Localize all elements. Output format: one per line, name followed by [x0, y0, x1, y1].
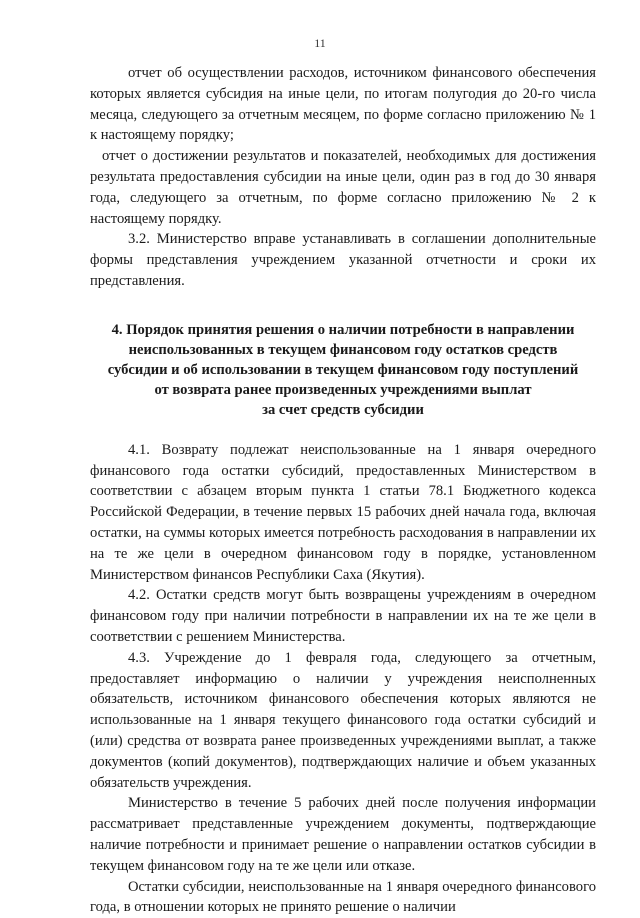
paragraph-remaining-subsidy: Остатки субсидии, неиспользованные на 1 января очередного финансового года, в отношении которых не принято решение о наличии [90, 877, 596, 918]
section-heading-line: от возврата ранее произведенных учреждениями выплат [90, 380, 596, 400]
section-heading-line: за счет средств субсидии [90, 400, 596, 420]
section-heading-line: неиспользованных в текущем финансовом году остатков средств [90, 340, 596, 360]
paragraph-4-2: 4.2. Остатки средств могут быть возвращены учреждениям в очередном финансовом году при наличии потребности в направлении их на те же цели в соответствии с решением Министерства. [90, 585, 596, 647]
paragraph-report-results: отчет о достижении результатов и показателей, необходимых для достижения результата предоставления субсидии на иные цели, один раз в год до 30 января года, следующего за отчетным, по форме согласно приложению № 2 к настоящему порядку. [90, 146, 596, 229]
paragraph-4-3: 4.3. Учреждение до 1 февраля года, следующего за отчетным, предоставляет информацию о наличии у учреждения неисполненных обязательств, источником финансового обеспечения которых являются не использованные на 1 января текущего финансового года остатки субсидий и (или) средства от возврата ранее произведенных учреждениями выплат, а также документов (копий документов), подтверждающих наличие и объем указанных обязательств учреждения. [90, 648, 596, 794]
section-heading-line: субсидии и об использовании в текущем финансовом году поступлений [90, 360, 596, 380]
section-heading-line: 4. Порядок принятия решения о наличии потребности в направлении [90, 320, 596, 340]
paragraph-report-expenses: отчет об осуществлении расходов, источником финансового обеспечения которых является субсидия на иные цели, по итогам полугодия до 20-го числа месяца, следующего за отчетным месяцем, по форме согласно приложению № 1 к настоящему порядку; [90, 63, 596, 146]
page-number: 11 [0, 36, 640, 50]
paragraph-ministry-review: Министерство в течение 5 рабочих дней после получения информации рассматривает представленные учреждением документы, подтверждающие наличие потребности и принимает решение о направлении остатков субсидии в текущем финансовом году на те же цели или отказе. [90, 793, 596, 876]
document-body [90, 63, 596, 918]
section-heading-4 [90, 320, 596, 420]
paragraph-3-2: 3.2. Министерство вправе устанавливать в соглашении дополнительные формы представления учреждением указанной отчетности и сроки их представления. [90, 229, 596, 291]
paragraph-4-1: 4.1. Возврату подлежат неиспользованные на 1 января очередного финансового года остатки субсидий, предоставленных Министерством в соответствии с абзацем вторым пункта 1 статьи 78.1 Бюджетного кодекса Российской Федерации, в течение первых 15 рабочих дней начала года, включая остатки, на суммы которых имеется потребность расходования в направлении их на те же цели в очередном финансовом году в порядке, установленном Министерством финансов Республики Саха (Якутия). [90, 440, 596, 586]
